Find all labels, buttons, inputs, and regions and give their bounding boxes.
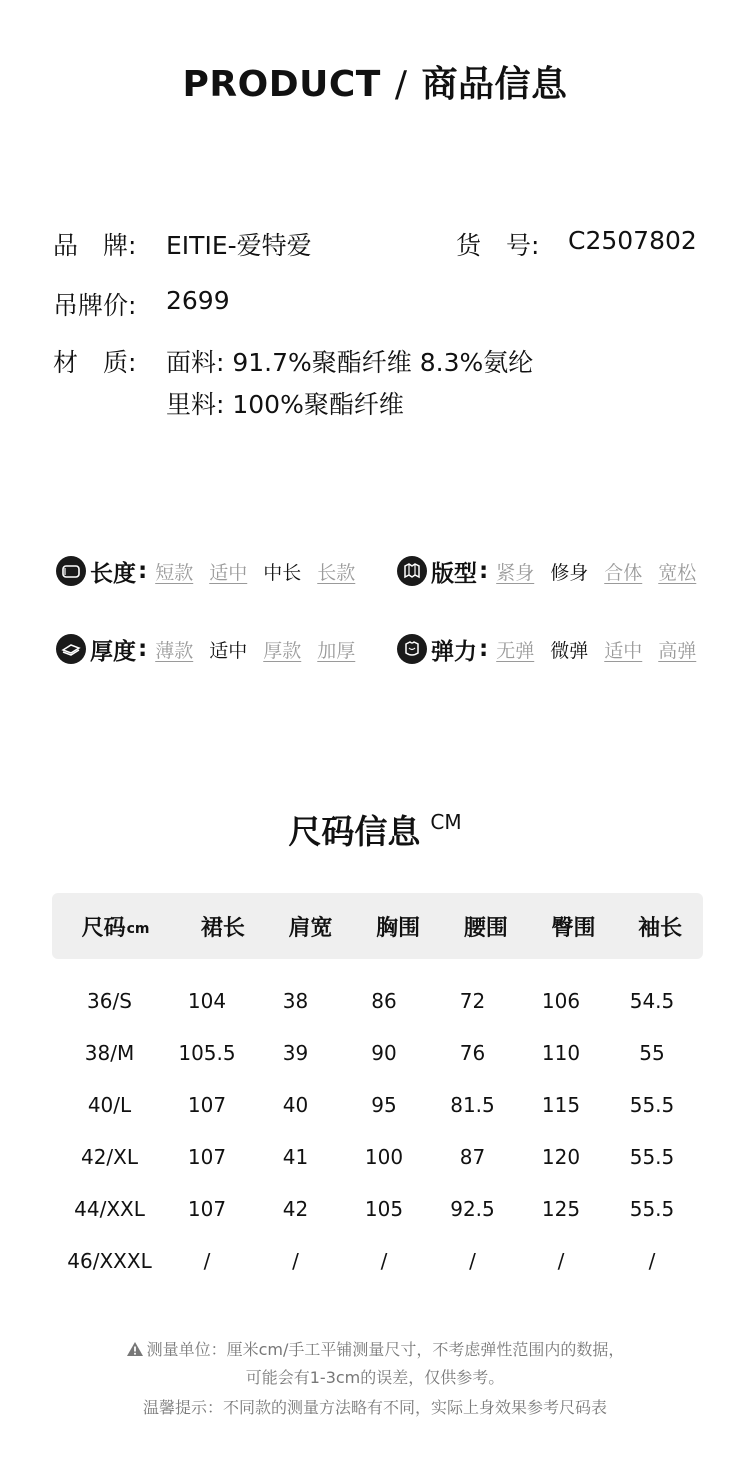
material-line1: 面料: 91.7%聚酯纤维 8.3%氨纶	[166, 348, 534, 377]
header-size-unit: cm	[126, 921, 150, 937]
price-label: 吊牌价:	[53, 291, 137, 320]
measurement-note-line1	[0, 1337, 750, 1361]
cell-dress-length: 107	[187, 1197, 227, 1221]
material-label: 材 质:	[53, 348, 137, 377]
cell-bust: 95	[371, 1093, 397, 1117]
cell-sleeve: 55.5	[629, 1145, 675, 1169]
fit-icon	[397, 556, 427, 586]
cell-sleeve: /	[648, 1249, 656, 1273]
cell-dress-length: /	[203, 1249, 211, 1273]
option-long: 长款	[317, 561, 356, 584]
measurement-note-line2: 可能会有1-3cm的误差，仅供参考。	[245, 1368, 505, 1387]
cell-waist: 76	[459, 1041, 486, 1065]
cell-waist: /	[469, 1249, 476, 1273]
header-dress-length: 裙长	[200, 915, 245, 941]
brand-value: EITIE-爱特爱	[166, 231, 312, 260]
cell-dress-length: 107	[187, 1145, 227, 1169]
option-short: 短款	[155, 561, 194, 584]
option-medium-stretch: 适中	[604, 639, 643, 662]
cell-sleeve: 55.5	[629, 1093, 675, 1117]
title-zh: 商品信息	[421, 64, 568, 105]
option-medium: 适中	[209, 561, 248, 584]
size-section-title	[0, 806, 750, 853]
cell-sleeve: 54.5	[629, 989, 675, 1013]
option-medium-selected: 适中	[209, 639, 248, 662]
cell-bust: 100	[364, 1145, 404, 1169]
option-extra-thick: 加厚	[317, 639, 356, 662]
cell-waist: 92.5	[450, 1197, 495, 1221]
table-row	[52, 1027, 703, 1079]
page-title	[0, 56, 750, 107]
warning-icon	[126, 1341, 144, 1361]
attribute-length	[56, 553, 355, 589]
cell-dress-length: 104	[187, 989, 227, 1013]
header-waist: 腰围	[463, 915, 508, 941]
option-loose: 宽松	[658, 561, 697, 584]
cell-dress-length: 105.5	[178, 1041, 236, 1065]
table-row	[52, 1235, 703, 1287]
cell-bust: 105	[364, 1197, 404, 1221]
attribute-colon: :	[479, 558, 489, 584]
size-title-unit: CM	[430, 810, 462, 834]
measurement-note-text: 测量单位：厘米cm/手工平铺测量尺寸，不考虑弹性范围内的数据，	[146, 1340, 625, 1359]
option-regular: 合体	[604, 561, 643, 584]
cell-waist: 81.5	[450, 1093, 495, 1117]
option-tight: 紧身	[496, 561, 535, 584]
cell-hip: 115	[541, 1093, 581, 1117]
cell-bust: /	[380, 1249, 388, 1273]
option-no-stretch: 无弹	[496, 639, 535, 662]
cell-size: 44/XXL	[74, 1197, 145, 1221]
cell-size: 38/M	[84, 1041, 135, 1065]
material-line2: 里料: 100%聚酯纤维	[166, 390, 404, 419]
attribute-colon: :	[138, 636, 148, 662]
cell-waist: 72	[459, 989, 486, 1013]
attribute-label: 弹力	[431, 638, 477, 665]
cell-bust: 90	[371, 1041, 397, 1065]
cell-waist: 87	[459, 1145, 486, 1169]
cell-shoulder: 40	[282, 1093, 309, 1117]
cell-size: 46/XXXL	[67, 1249, 152, 1273]
cell-shoulder: /	[292, 1249, 299, 1273]
cell-shoulder: 38	[282, 989, 309, 1013]
cell-size: 40/L	[87, 1093, 132, 1117]
cell-hip: 125	[541, 1197, 581, 1221]
header-hip: 臀围	[551, 915, 596, 941]
cell-dress-length: 107	[187, 1093, 227, 1117]
header-sleeve: 袖长	[638, 915, 683, 941]
cell-shoulder: 42	[282, 1197, 309, 1221]
attribute-thickness	[56, 631, 355, 667]
cell-hip: 106	[541, 989, 581, 1013]
cell-size: 42/XL	[80, 1145, 139, 1169]
table-row	[52, 975, 703, 1027]
option-slim-selected: 修身	[550, 561, 589, 584]
title-slash: /	[394, 64, 408, 105]
option-thick: 厚款	[263, 639, 302, 662]
attribute-colon: :	[479, 636, 489, 662]
header-shoulder: 肩宽	[288, 915, 333, 941]
attribute-fit	[397, 553, 696, 589]
attribute-colon: :	[138, 558, 148, 584]
attribute-label: 版型	[431, 560, 477, 587]
sku-label: 货 号:	[456, 231, 540, 260]
length-icon	[56, 556, 86, 586]
thickness-icon	[56, 634, 86, 664]
option-slight-stretch-selected: 微弹	[550, 639, 589, 662]
table-row	[52, 1183, 703, 1235]
cell-hip: /	[557, 1249, 565, 1273]
option-thin: 薄款	[155, 639, 194, 662]
cell-size: 36/S	[87, 989, 132, 1013]
cell-hip: 120	[541, 1145, 581, 1169]
attribute-label: 长度	[90, 560, 136, 587]
cell-sleeve: 55.5	[629, 1197, 675, 1221]
table-row	[52, 1131, 703, 1183]
option-mid-long-selected: 中长	[263, 561, 302, 584]
cell-sleeve: 55	[639, 1041, 665, 1065]
brand-label: 品 牌:	[53, 231, 137, 260]
tips-note: 温馨提示：不同款的测量方法略有不同，实际上身效果参考尺码表	[142, 1398, 607, 1417]
header-size-label: 尺码	[81, 915, 126, 941]
price-value: 2699	[166, 286, 230, 315]
size-table-header	[52, 893, 703, 959]
table-row	[52, 1079, 703, 1131]
attribute-elasticity	[397, 631, 696, 667]
attribute-label: 厚度	[90, 638, 136, 665]
sku-value: C2507802	[568, 226, 697, 255]
cell-shoulder: 39	[282, 1041, 309, 1065]
header-bust: 胸围	[376, 915, 421, 941]
cell-hip: 110	[541, 1041, 581, 1065]
option-high-stretch: 高弹	[658, 639, 697, 662]
cell-shoulder: 41	[282, 1145, 309, 1169]
cell-bust: 86	[371, 989, 397, 1013]
header-size	[52, 893, 179, 959]
size-title-text: 尺码信息	[288, 812, 421, 851]
elasticity-icon	[397, 634, 427, 664]
title-en: PRODUCT	[182, 64, 381, 105]
